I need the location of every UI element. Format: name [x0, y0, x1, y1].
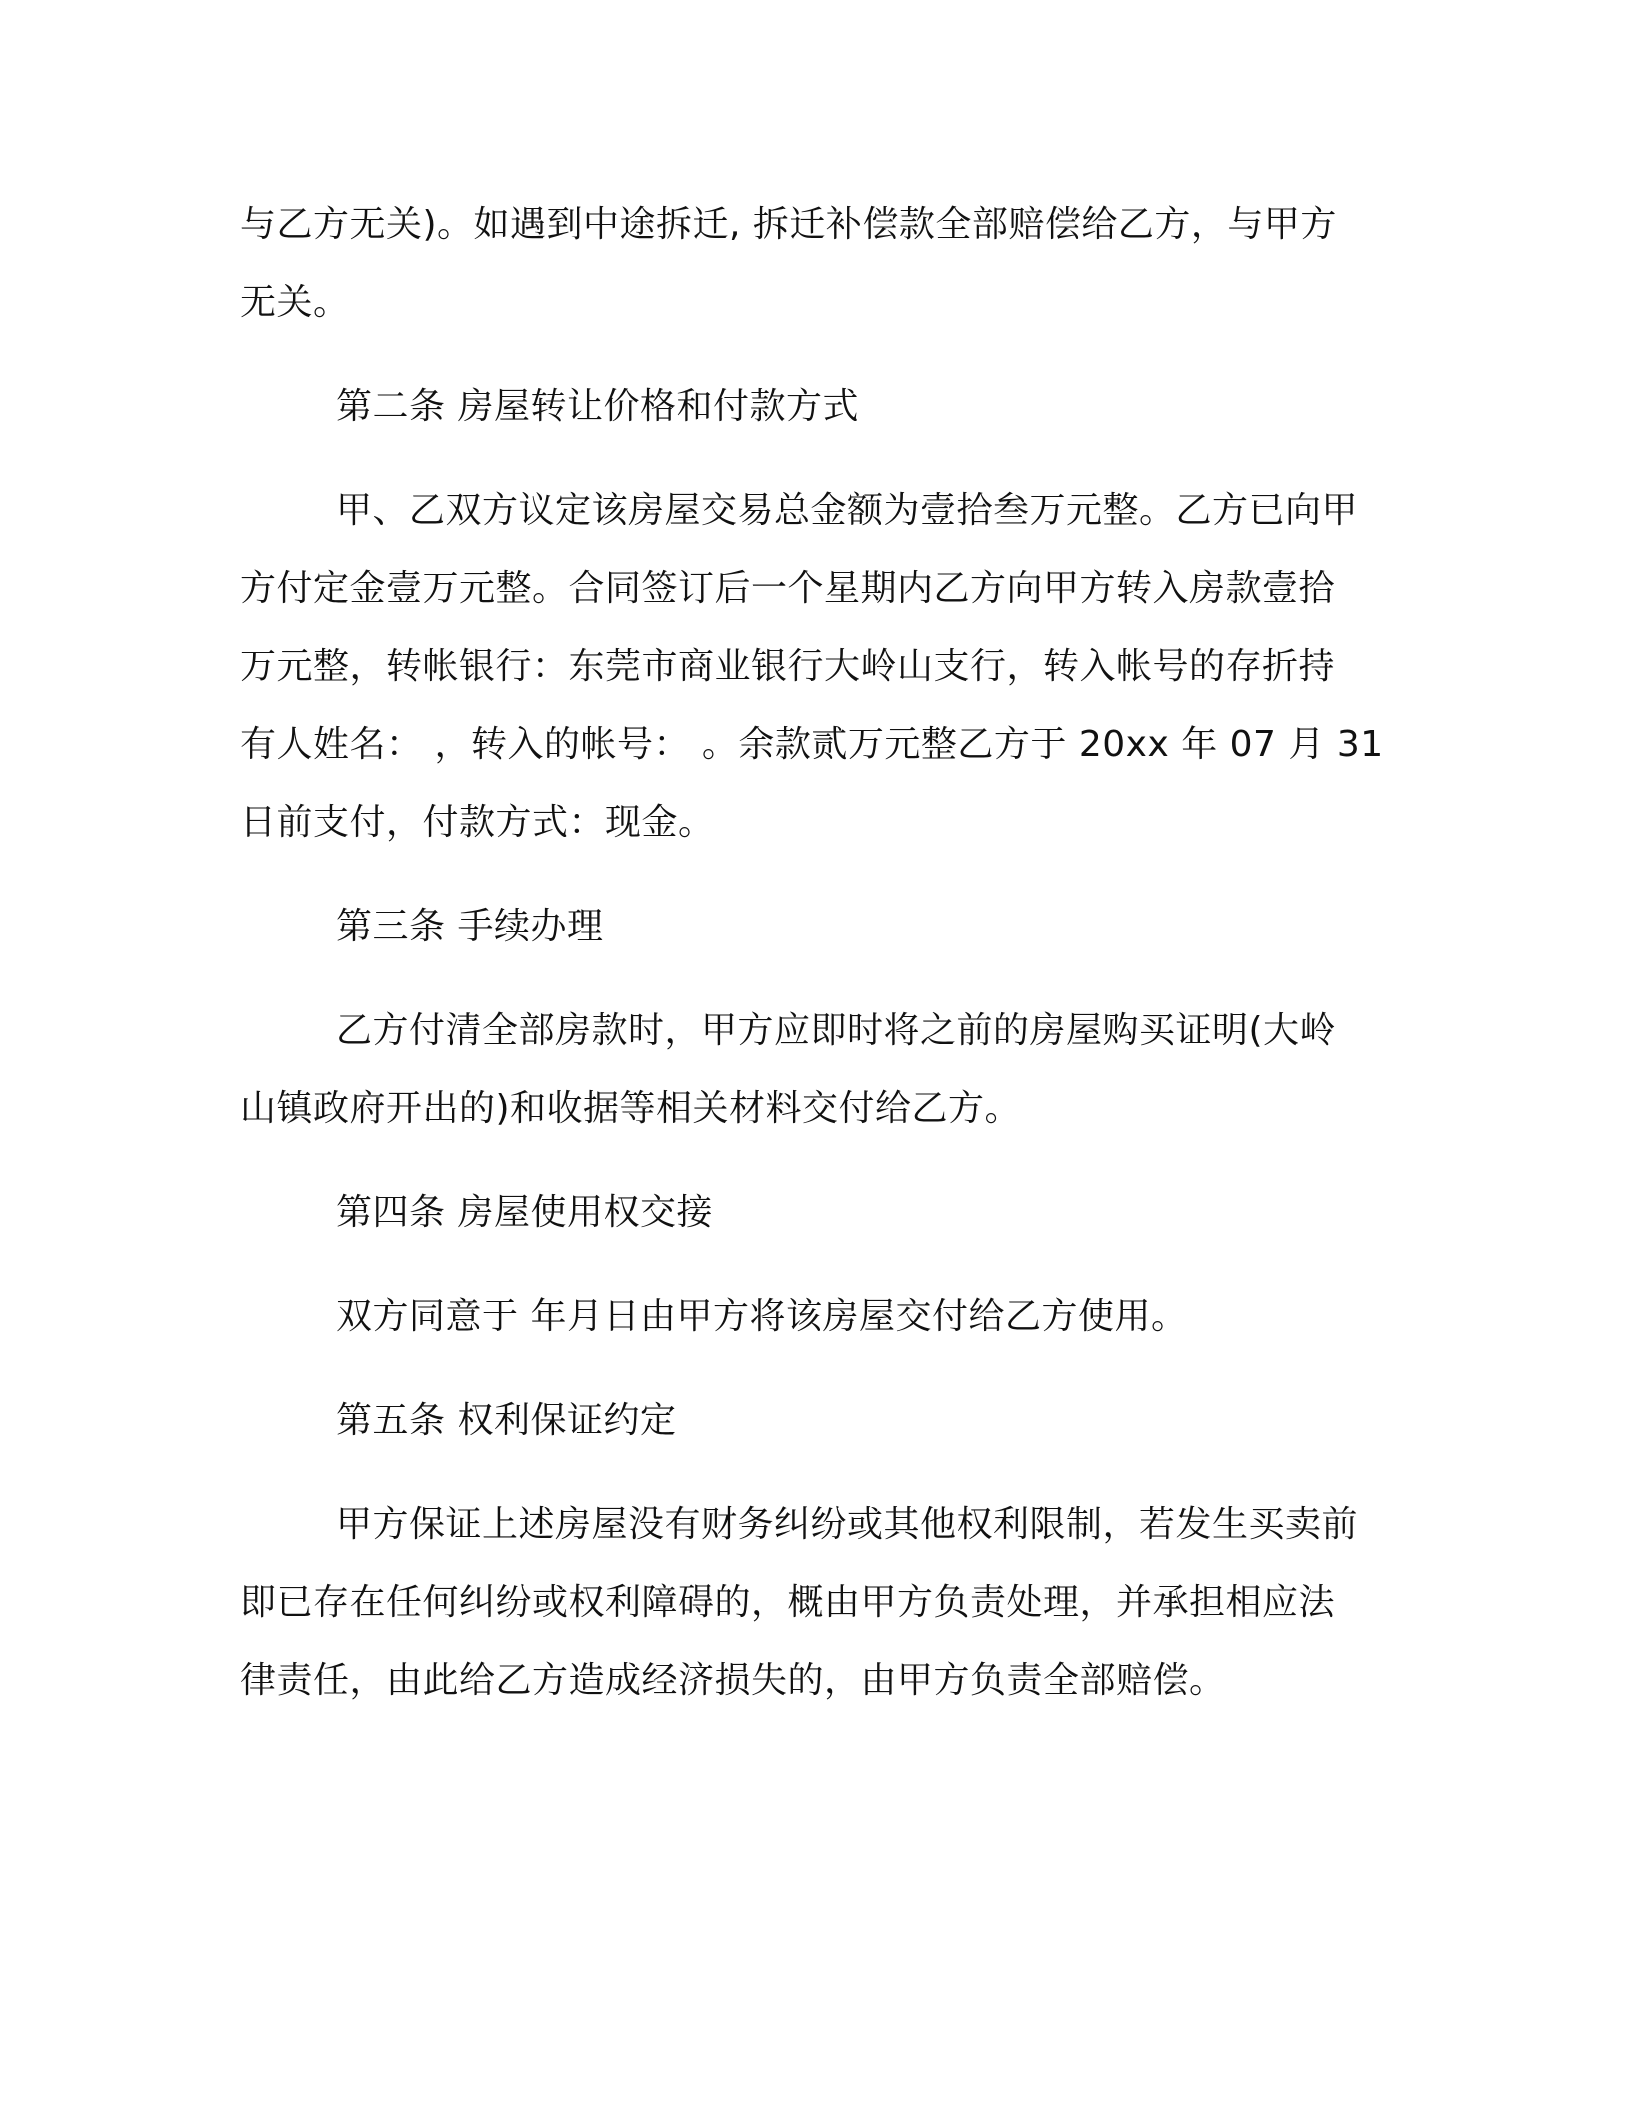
text-line: 与乙方无关)。如遇到中途拆迁, 拆迁补偿款全部赔偿给乙方，与甲方 — [240, 204, 1337, 245]
text-line: 律责任，由此给乙方造成经济损失的，由甲方负责全部赔偿。 — [240, 1660, 1226, 1701]
text-line: 甲方保证上述房屋没有财务纠纷或其他权利限制，若发生买卖前 — [336, 1504, 1359, 1545]
article-3-paragraph — [240, 992, 1380, 1148]
article-3-heading: 第三条 手续办理 — [336, 906, 604, 947]
text-line: 有人姓名： ，转入的帐号： 。余款贰万元整乙方于 20xx 年 07 月 31 — [240, 724, 1384, 765]
article-4-heading: 第四条 房屋使用权交接 — [336, 1192, 713, 1233]
document-body — [240, 186, 1384, 1720]
article-2-paragraph — [240, 472, 1384, 862]
paragraph-intro — [240, 186, 1380, 342]
text-line: 山镇政府开出的)和收据等相关材料交付给乙方。 — [240, 1088, 1022, 1129]
text-line: 乙方付清全部房款时，甲方应即时将之前的房屋购买证明(大岭 — [336, 1010, 1337, 1051]
text-line: 双方同意于 年月日由甲方将该房屋交付给乙方使用。 — [336, 1296, 1188, 1337]
article-5-heading: 第五条 权利保证约定 — [336, 1400, 677, 1441]
text-line: 日前支付，付款方式：现金。 — [240, 802, 715, 843]
article-2-heading: 第二条 房屋转让价格和付款方式 — [336, 386, 859, 427]
text-line: 即已存在任何纠纷或权利障碍的，概由甲方负责处理，并承担相应法 — [240, 1582, 1336, 1623]
text-line: 无关。 — [240, 282, 350, 323]
text-line: 甲、乙双方议定该房屋交易总金额为壹拾叁万元整。乙方已向甲 — [336, 490, 1359, 531]
text-line: 方付定金壹万元整。合同签订后一个星期内乙方向甲方转入房款壹拾 — [240, 568, 1336, 609]
text-line: 万元整，转帐银行：东莞市商业银行大岭山支行，转入帐号的存折持 — [240, 646, 1336, 687]
article-5-paragraph — [240, 1486, 1380, 1720]
article-4-paragraph — [240, 1278, 1380, 1356]
